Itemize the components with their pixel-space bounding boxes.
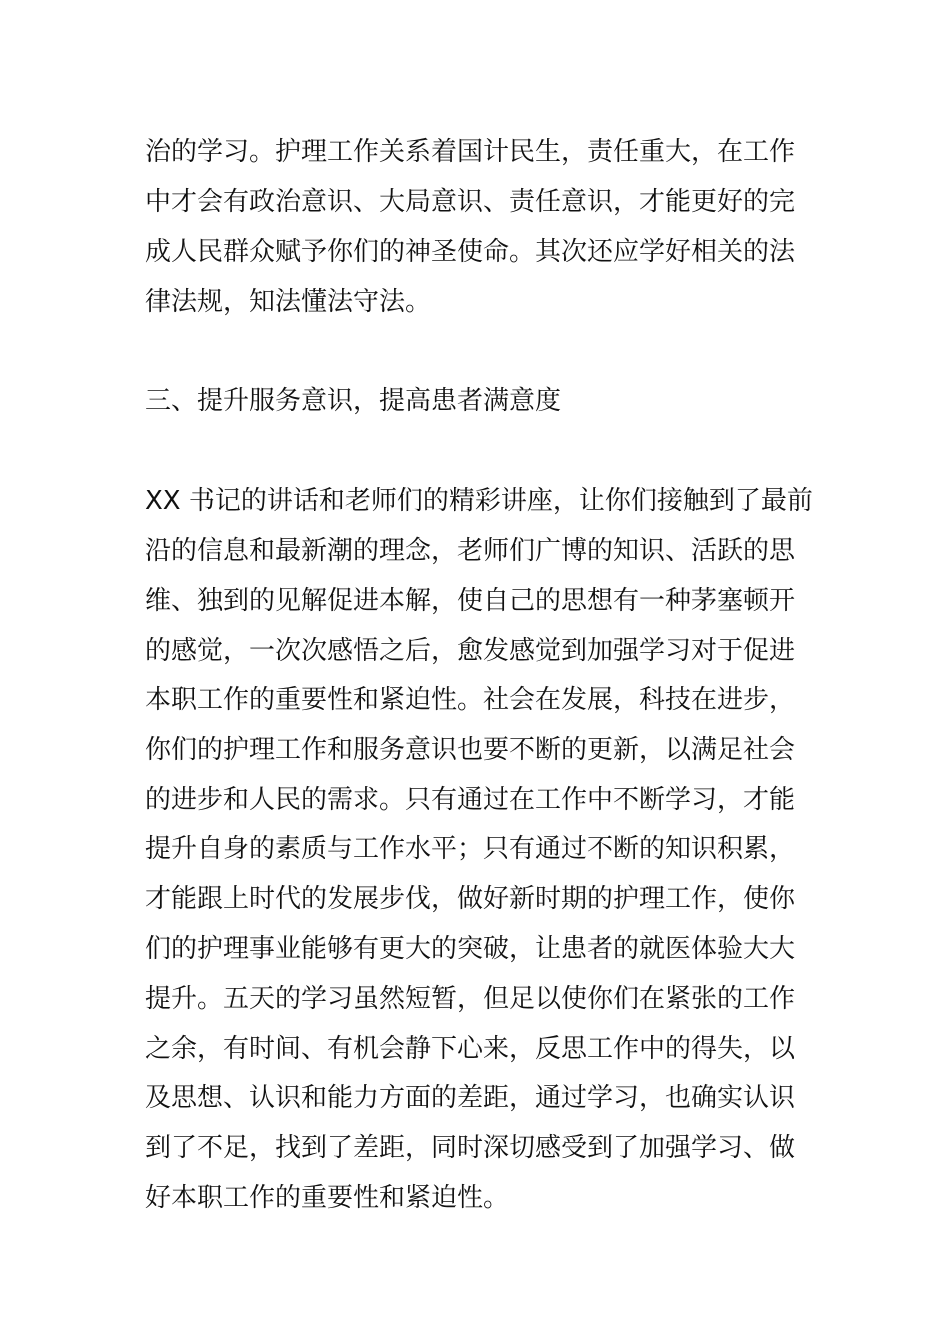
paragraph-1-line-3: 成人民群众赋予你们的神圣使命。其次还应学好相关的法 (145, 237, 796, 267)
paragraph-2-line-6: 你们的护理工作和服务意识也要不断的更新，以满足社会 (145, 735, 796, 765)
paragraph-2-line-10: 们的护理事业能够有更大的突破，让患者的就医体验大大 (145, 934, 796, 964)
paragraph-1-line-2: 中才会有政治意识、大局意识、责任意识，才能更好的完 (145, 187, 796, 217)
paragraph-2-line-14: 到了不足，找到了差距，同时深切感受到了加强学习、做 (145, 1133, 796, 1163)
paragraph-2-line-9: 才能跟上时代的发展步伐，做好新时期的护理工作，使你 (145, 884, 796, 914)
paragraph-2-line-15: 好本职工作的重要性和紧迫性。 (145, 1183, 510, 1213)
paragraph-2-line-12: 之余，有时间、有机会静下心来，反思工作中的得失，以 (145, 1034, 796, 1064)
paragraph-2-line-7: 的进步和人民的需求。只有通过在工作中不断学习，才能 (145, 785, 796, 815)
section-heading-3: 三、提升服务意识，提高患者满意度 (145, 386, 562, 416)
paragraph-2-line-13: 及思想、认识和能力方面的差距，通过学习，也确实认识 (145, 1083, 796, 1113)
paragraph-2-line-11: 提升。五天的学习虽然短暂，但足以使你们在紧张的工作 (145, 984, 796, 1014)
paragraph-2-line-3: 维、独到的见解促进本解，使自己的思想有一种茅塞顿开 (145, 586, 796, 616)
paragraph-2-line-1: XX 书记的讲话和老师们的精彩讲座，让你们接触到了最前 (145, 486, 813, 516)
paragraph-1-line-1: 治的学习。护理工作关系着国计民生，责任重大，在工作 (145, 137, 796, 167)
paragraph-2-line-2: 沿的信息和最新潮的理念，老师们广博的知识、活跃的思 (145, 536, 796, 566)
paragraph-2-line-4: 的感觉，一次次感悟之后，愈发感觉到加强学习对于促进 (145, 636, 796, 666)
paragraph-1-line-4: 律法规，知法懂法守法。 (145, 287, 432, 317)
paragraph-2-line-5: 本职工作的重要性和紧迫性。社会在发展，科技在进步， (145, 685, 796, 715)
paragraph-2-line-8: 提升自身的素质与工作水平；只有通过不断的知识积累， (145, 834, 796, 864)
